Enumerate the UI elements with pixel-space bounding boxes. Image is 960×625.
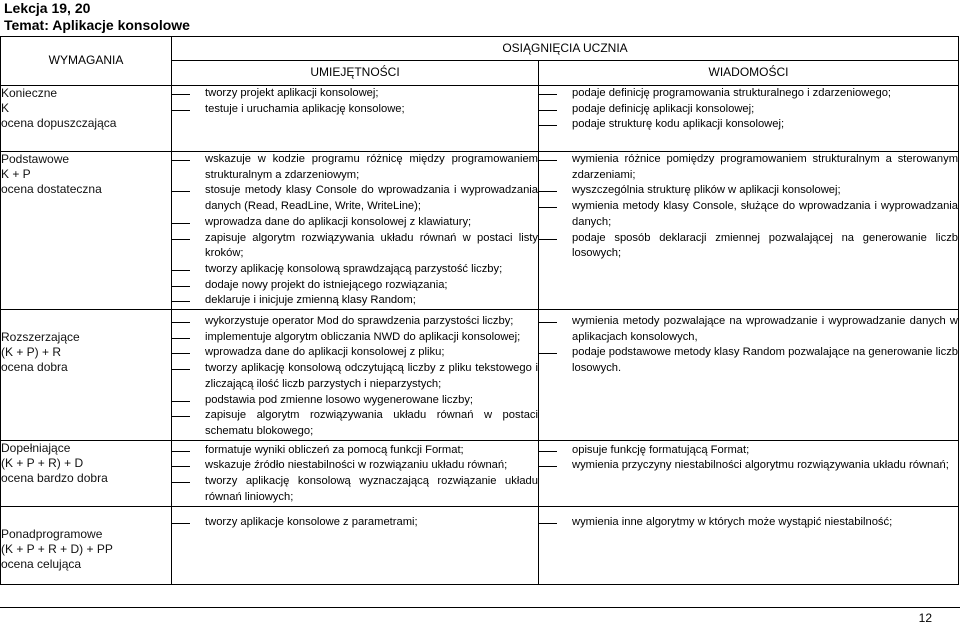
- list-item: wprowadza dane do aplikacji konsolowej z pliku;: [172, 345, 538, 361]
- knowledge-cell: [539, 506, 959, 584]
- knowledge-cell: [539, 310, 959, 441]
- level-name: Rozszerzające: [1, 330, 80, 345]
- level-name: Podstawowe: [1, 152, 70, 166]
- row-konieczne: [1, 86, 959, 152]
- achievements-header: OSIĄGNIĘCIA UCZNIA: [172, 37, 959, 61]
- list-item: wskazuje w kodzie programu różnicę między programowaniem strukturalnym a zdarzeniowym;: [172, 152, 538, 183]
- footer-divider: [0, 607, 960, 608]
- list-item: deklaruje i inicjuje zmienną klasy Random;: [172, 293, 538, 309]
- level-grade: ocena dobra: [1, 360, 68, 375]
- list-item: implementuje algorytm obliczania NWD do aplikacji konsolowej;: [172, 330, 538, 346]
- requirements-header: WYMAGANIA: [1, 37, 172, 86]
- level-formula: K: [1, 101, 10, 115]
- list-item: testuje i uruchamia aplikację konsolowe;: [172, 102, 538, 118]
- list-item: zapisuje algorytm rozwiązywania układu równań w postaci listy kroków;: [172, 231, 538, 262]
- list-item: podaje podstawowe metody klasy Random pozwalające na generowanie liczb losowych.: [539, 345, 958, 376]
- skills-cell: [172, 86, 539, 152]
- level-cell: [1, 506, 172, 584]
- list-item: podaje definicję aplikacji konsolowej;: [539, 102, 958, 118]
- skills-header: UMIEJĘTNOŚCI: [172, 61, 539, 86]
- list-item: wymienia przyczyny niestabilności algorytmu rozwiązywania układu równań;: [539, 458, 958, 474]
- level-formula: (K + P + R) + D: [1, 455, 84, 470]
- row-podstawowe: [1, 152, 959, 310]
- list-item: opisuje funkcję formatującą Format;: [539, 443, 958, 459]
- row-dopelniajace: [1, 440, 959, 506]
- list-item: podaje strukturę kodu aplikacji konsolowej;: [539, 117, 958, 133]
- list-item: zapisuje algorytm rozwiązywania układu równań w postaci schematu blokowego;: [172, 408, 538, 439]
- level-cell: [1, 86, 172, 152]
- list-item: tworzy aplikację konsolową wyznaczającą rozwiązanie układu równań liniowych;: [172, 474, 538, 505]
- list-item: tworzy aplikację konsolową odczytującą liczby z pliku tekstowego i zliczającą ilość liczb parzystych i nieparzystych;: [172, 361, 538, 392]
- level-grade: ocena celująca: [1, 556, 82, 571]
- list-item: wskazuje źródło niestabilności w rozwiązaniu układu równań;: [172, 458, 538, 474]
- knowledge-cell: [539, 152, 959, 310]
- level-cell: [1, 152, 172, 310]
- level-grade: ocena bardzo dobra: [1, 470, 108, 485]
- page-number: 12: [918, 611, 932, 625]
- list-item: tworzy aplikację konsolową sprawdzającą parzystość liczby;: [172, 262, 538, 278]
- level-name: Konieczne: [1, 86, 58, 100]
- level-grade: ocena dopuszczająca: [1, 116, 117, 130]
- level-name: Ponadprogramowe: [1, 526, 103, 541]
- list-item: tworzy projekt aplikacji konsolowej;: [172, 86, 538, 102]
- level-formula: (K + P + R + D) + PP: [1, 541, 113, 556]
- knowledge-cell: [539, 86, 959, 152]
- requirements-table: [0, 36, 959, 585]
- list-item: podaje sposób deklaracji zmiennej pozwalającej na generowanie liczb losowych;: [539, 231, 958, 262]
- level-cell: [1, 310, 172, 441]
- list-item: wykorzystuje operator Mod do sprawdzenia parzystości liczby;: [172, 314, 538, 330]
- knowledge-cell: [539, 440, 959, 506]
- topic-title: Temat: Aplikacje konsolowe: [4, 17, 190, 33]
- list-item: wymienia metody klasy Console, służące do wprowadzania i wyprowadzania danych;: [539, 199, 958, 230]
- skills-cell: [172, 310, 539, 441]
- list-item: wyszczególnia strukturę plików w aplikacji konsolowej;: [539, 183, 958, 199]
- list-item: wymienia różnice pomiędzy programowaniem strukturalnym a sterowanym zdarzeniami;: [539, 152, 958, 183]
- skills-cell: [172, 152, 539, 310]
- list-item: wymienia metody pozwalające na wprowadzanie i wyprowadzanie danych w aplikacjach konsolowych,: [539, 314, 958, 345]
- list-item: formatuje wyniki obliczeń za pomocą funkcji Format;: [172, 443, 538, 459]
- level-formula: (K + P) + R: [1, 345, 62, 360]
- row-ponadprogramowe: [1, 506, 959, 584]
- lesson-title: Lekcja 19, 20: [4, 0, 91, 16]
- list-item: podaje definicję programowania strukturalnego i zdarzeniowego;: [539, 86, 958, 102]
- skills-cell: [172, 440, 539, 506]
- list-item: tworzy aplikacje konsolowe z parametrami;: [172, 515, 538, 531]
- list-item: dodaje nowy projekt do istniejącego rozwiązania;: [172, 278, 538, 294]
- level-name: Dopełniające: [1, 440, 71, 455]
- list-item: wymienia inne algorytmy w których może wystąpić niestabilność;: [539, 515, 958, 531]
- list-item: wprowadza dane do aplikacji konsolowej z klawiatury;: [172, 215, 538, 231]
- level-grade: ocena dostateczna: [1, 182, 102, 196]
- knowledge-header: WIADOMOŚCI: [539, 61, 959, 86]
- list-item: stosuje metody klasy Console do wprowadzania i wyprowadzania danych (Read, ReadLine, Write, WriteLine);: [172, 183, 538, 214]
- level-cell: [1, 440, 172, 506]
- skills-cell: [172, 506, 539, 584]
- list-item: podstawia pod zmienne losowo wygenerowane liczby;: [172, 393, 538, 409]
- row-rozszerzajace: [1, 310, 959, 441]
- level-formula: K + P: [1, 167, 31, 181]
